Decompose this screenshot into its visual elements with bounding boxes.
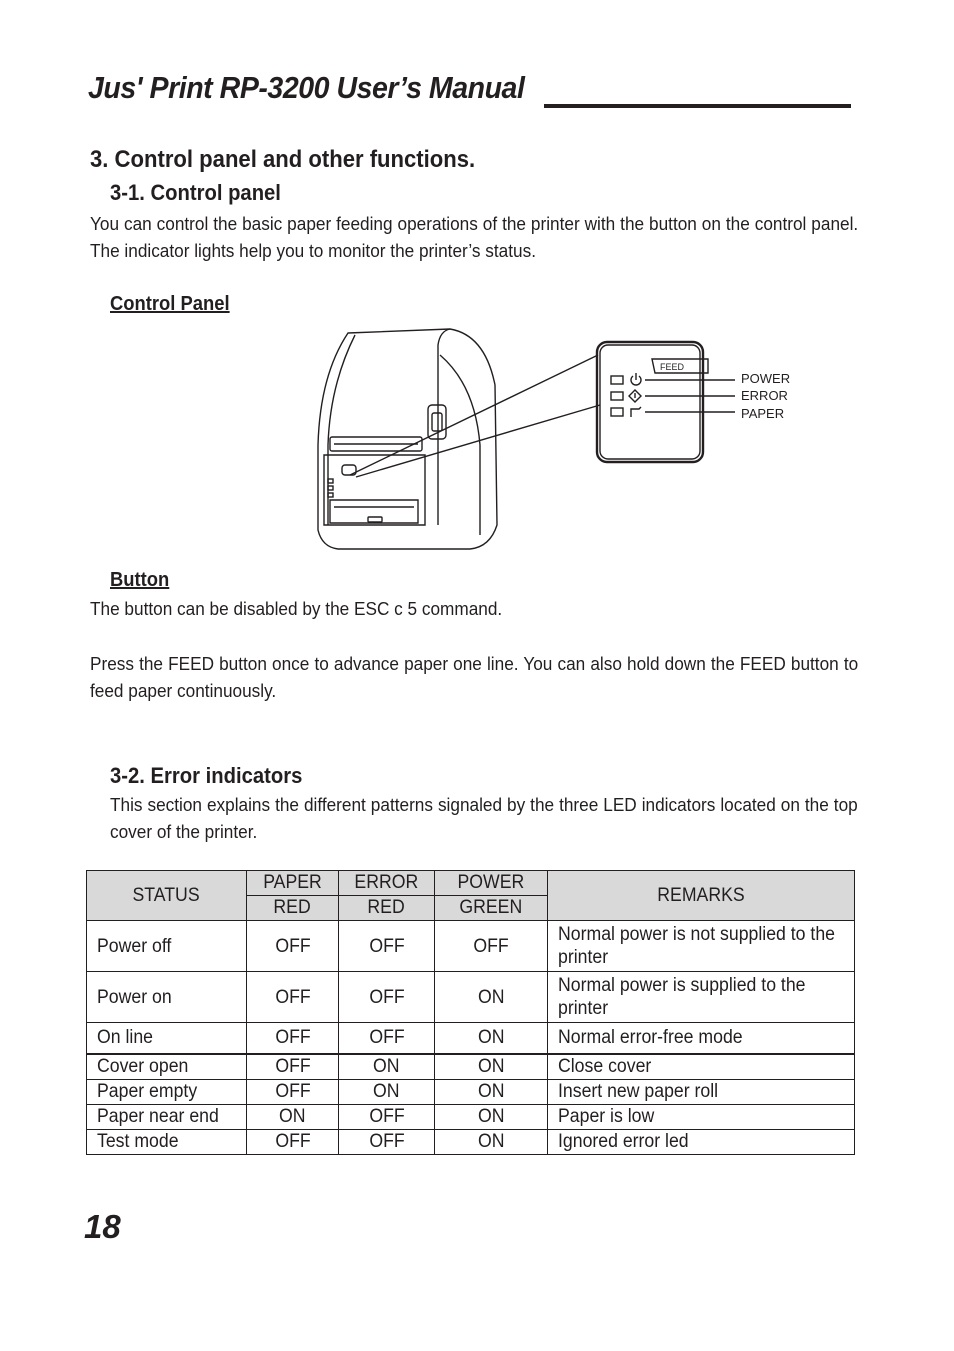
button-disable-text: The button can be disabled by the ESC c 5 command.: [90, 598, 503, 619]
row-remarks: Paper is low: [548, 1105, 855, 1130]
printer-control-panel-figure: [300, 325, 820, 555]
header-paper-color: RED: [247, 896, 339, 921]
subsection-error-indicators-title: 3-2. Error indicators: [110, 763, 303, 788]
error-indicators-intro: This section explains the different patterns signaled by the three LED indicators located on the top cover of the printer.: [110, 794, 858, 842]
table-row: [87, 1130, 855, 1155]
row-status: Power on: [87, 972, 247, 1023]
manual-title: Jus' Print RP-3200 User’s Manual: [88, 70, 525, 105]
row-remarks: Ignored error led: [548, 1130, 855, 1155]
printer-body-outline: [318, 329, 497, 549]
page-number: 18: [84, 1208, 121, 1245]
header-status: STATUS: [87, 871, 247, 921]
row-power: ON: [435, 1080, 548, 1105]
control-panel-heading: Control Panel: [110, 293, 230, 315]
row-error: OFF: [339, 1130, 435, 1155]
row-remarks: Normal error-free mode: [548, 1023, 855, 1055]
row-remarks: Insert new paper roll: [548, 1080, 855, 1105]
row-error: OFF: [339, 972, 435, 1023]
header-error-color: RED: [339, 896, 435, 921]
header-rule: [544, 104, 851, 108]
row-paper: OFF: [247, 972, 339, 1023]
row-power: ON: [435, 1054, 548, 1080]
error-indicator-table: [86, 870, 855, 1155]
table-row: [87, 1023, 855, 1055]
row-status: On line: [87, 1023, 247, 1055]
row-paper: ON: [247, 1105, 339, 1130]
table-row: [87, 1080, 855, 1105]
button-heading: Button: [110, 569, 170, 591]
table-row: [87, 972, 855, 1023]
row-paper: OFF: [247, 1054, 339, 1080]
row-error: ON: [339, 1054, 435, 1080]
table-header-row: [87, 871, 855, 896]
row-paper: OFF: [247, 1130, 339, 1155]
row-paper: OFF: [247, 921, 339, 972]
button-feed-text: Press the FEED button once to advance paper one line. You can also hold down the FEED button to feed paper continuously.: [90, 653, 859, 701]
table-row: [87, 921, 855, 972]
table-row: [87, 1105, 855, 1130]
feed-label: FEED: [660, 362, 685, 372]
row-remarks: Normal power is not supplied to the printer: [548, 921, 855, 972]
row-status: Power off: [87, 921, 247, 972]
header-power-color: GREEN: [435, 896, 548, 921]
paper-indicator-label: PAPER: [741, 406, 785, 421]
row-error: OFF: [339, 1105, 435, 1130]
subsection-control-panel-title: 3-1. Control panel: [110, 180, 281, 205]
row-status: Paper near end: [87, 1105, 247, 1130]
header-paper: PAPER: [247, 871, 339, 896]
table-row: [87, 1054, 855, 1080]
row-error: ON: [339, 1080, 435, 1105]
row-error: OFF: [339, 1023, 435, 1055]
row-status: Paper empty: [87, 1080, 247, 1105]
row-power: ON: [435, 972, 548, 1023]
row-power: OFF: [435, 921, 548, 972]
row-error: OFF: [339, 921, 435, 972]
row-status: Cover open: [87, 1054, 247, 1080]
row-remarks: Normal power is supplied to the printer: [548, 972, 855, 1023]
row-paper: OFF: [247, 1080, 339, 1105]
row-power: ON: [435, 1023, 548, 1055]
control-panel-intro: You can control the basic paper feeding operations of the printer with the button on the control panel. The indicator lights help you to monitor the printer’s status.: [90, 213, 859, 261]
row-paper: OFF: [247, 1023, 339, 1055]
section-title: 3. Control panel and other functions.: [90, 146, 476, 173]
row-power: ON: [435, 1105, 548, 1130]
row-remarks: Close cover: [548, 1054, 855, 1080]
row-power: ON: [435, 1130, 548, 1155]
error-indicator-label: ERROR: [741, 388, 788, 403]
row-status: Test mode: [87, 1130, 247, 1155]
header-power: POWER: [435, 871, 548, 896]
header-error: ERROR: [339, 871, 435, 896]
power-indicator-label: POWER: [741, 371, 791, 386]
header-remarks: REMARKS: [548, 871, 855, 921]
